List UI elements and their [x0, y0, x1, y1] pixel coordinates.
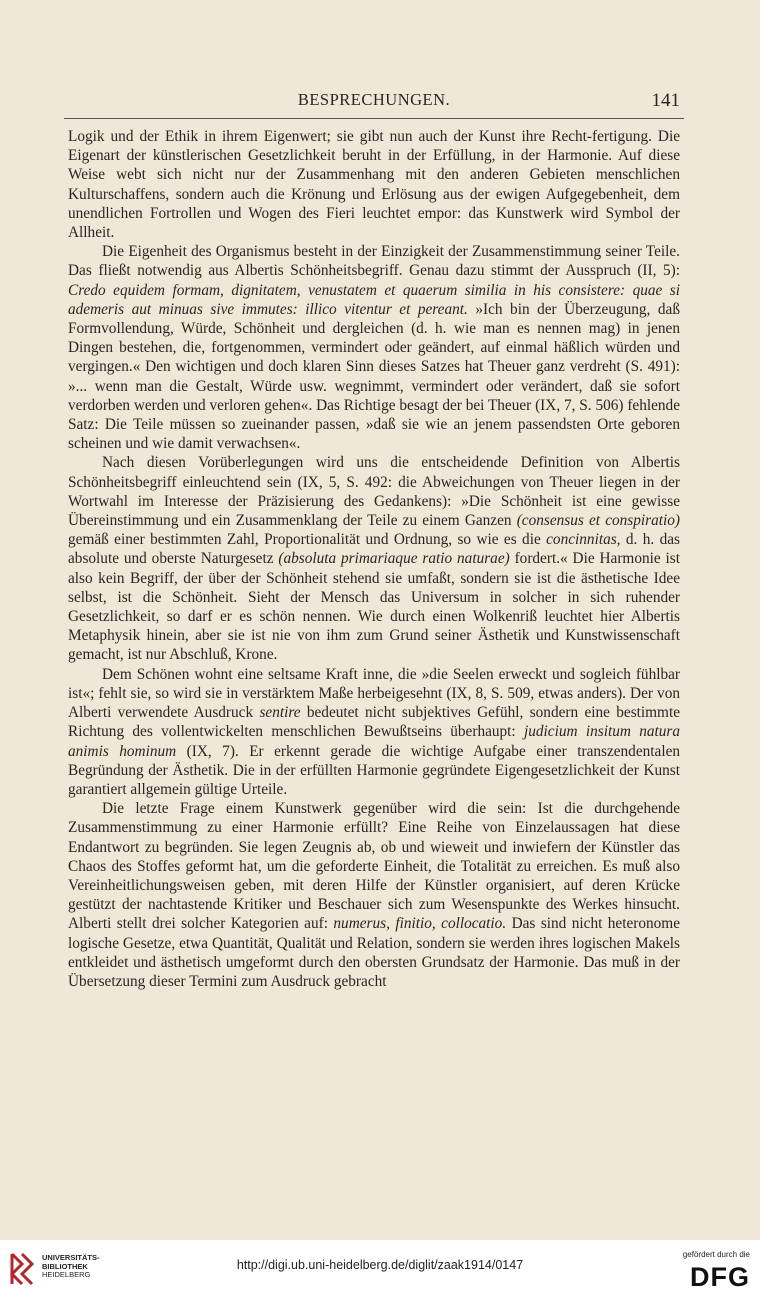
- running-title: BESPRECHUNGEN.: [297, 90, 451, 109]
- paragraph-4: [68, 665, 680, 799]
- text-run: Nach diesen Vorüberlegungen wird uns die entscheidende Definition von Albertis Schönheitsbegriff einleuchtend sein (IX, 5, S. 492: die Abweichungen von Theuer liegen in der Wortwahl im Interesse der Präzisierung des Gedankens): »Die Schönheit ist eine gewisse Übereinstimmung und ein Zusammenklang der Teile zu einem Ganzen: [68, 454, 680, 530]
- permalink-url[interactable]: http://digi.ub.uni-heidelberg.de/diglit/zaak1914/0147: [236, 1258, 524, 1272]
- paragraph-1: [68, 127, 680, 242]
- text-run: (IX, 7). Er erkennt gerade die wichtige Aufgabe einer transzendentalen Begründung der Ästhetik. Die in der erfüllten Harmonie gegründete Eigengesetzlichkeit der Kunst garantiert allgemein gültige Urteile.: [68, 742, 681, 798]
- paragraph-5: [68, 799, 680, 991]
- text-run: Dem Schönen wohnt eine seltsame Kraft inne, die »die Seelen erweckt und sogleich fühlbar ist«; fehlt sie, so wird sie in verstärktem Maße herbeigesehnt (IX, 8, S. 509, etwas anders). Der von Alberti verwendete Ausdruck: [68, 665, 680, 722]
- text-run: d. h. das absolute und oberste Naturgesetz: [68, 531, 680, 568]
- latin-term: numerus, finitio, collocatio.: [333, 915, 507, 933]
- latin-term: (consensus et conspiratio): [516, 512, 680, 530]
- latin-quote: Credo equidem formam, dignitatem, venustatem et quaerum similia in his consistere: quae si ademeris aut minuas sive immutes: illico vitentur et pereant.: [68, 281, 680, 318]
- latin-term: sentire: [259, 704, 301, 722]
- library-name-line: HEIDELBERG: [42, 1270, 91, 1279]
- page-number: 141: [651, 90, 680, 111]
- text-run: Die letzte Frage einem Kunstwerk gegenüber wird die sein: Ist die durchgehende Zusammenstimmung zu einer Harmonie erfüllt? Eine Reihe von Einzelaussagen hat diese Endantwort zu begründen. Sie legen Zeugnis ab, ob und wieweit und inwiefern der Künstler das Chaos des Stoffes geformt hat, um die geforderte Einheit, die Totalität zu erreichen. Es muß also Vereinheitlichungsweisen geben, mit deren Hilfe der Künstler organisiert, auf deren Krücke gestützt der nachtastende Kritiker und Beschauer sich zum Wesenspunkte des Werkes hinsucht. Alberti stellt drei solcher Kategorien auf:: [68, 800, 680, 933]
- library-name-line: UNIVERSITÄTS-: [42, 1253, 100, 1262]
- page-header: [64, 90, 684, 119]
- paragraph-2: [68, 242, 680, 453]
- library-name-line: BIBLIOTHEK: [42, 1261, 88, 1271]
- text-run: fordert.« Die Harmonie ist also kein Begriff, der über der Schönheit stehend sie umfaßt, sondern sie ist die ästhetische Idee selbst, ist die Schönheit. Sieht der Mensch das Universum in solcher in sich ruhender Gesetzlichkeit, so darf er es schön nennen. Wie durch einen Wolkenriß leuchtet hier Albertis Metaphysik hinein, aber sie ist nie von ihm zum Grund seiner Ästhetik und Kunstwissenschaft gemacht, ist nur Abschluß, Krone.: [68, 550, 680, 664]
- text-run: bedeutet nicht subjektives Gefühl, sondern eine bestimmte Richtung des vollentwickelten menschlichen Bewußtseins überhaupt:: [68, 704, 680, 741]
- text-run: »Ich bin der Überzeugung, daß Formvollendung, Würde, Schönheit und dergleichen (d. h. wie man es nennen mag) in jenen Dingen bestehen, die, fortgenommen, vermindert oder geändert, auf einmal häßlich würden und vergingen.« Den wichtigen und doch klaren Sinn dieses Satzes hat Theuer ganz verdreht (S. 491): »... wenn man die Gestalt, Würde usw. wegnimmt, vermindert oder verändert, daß sie sofort verdorben werden und verloren gehen«. Das Richtige besagt der bei Theuer (IX, 7, S. 506) fehlende Satz: Die Teile müssen so zueinander passen, »daß sie wie an jenem passendsten Orte geboren scheinen und wie damit verwachsen«.: [68, 300, 680, 453]
- text-run: Logik und der Ethik in ihrem Eigenwert; sie gibt nun auch der Kunst ihre Recht-fertigung. Die Eigenart der künstlerischen Gesetzlichkeit beruht in der Erfüllung, in der Harmonie. Auf diese Weise webt sich nicht nur der Zusammenhang mit den anderen Gebieten menschlichen Kulturschaffens, sondern auch die Krönung und Erlösung aus der ewigen Aufgegebenheit, dem unendlichen Fortrollen und Wogen des Fieri leuchtet empor: das Kunstwerk wird Symbol der Allheit.: [68, 128, 680, 242]
- text-run: Die Eigenheit des Organismus besteht in der Einzigkeit der Zusammenstimmung seiner Teile. Das fließt notwendig aus Albertis Schönheitsbegriff. Genau dazu stimmt der Ausspruch (II, 5):: [68, 243, 680, 280]
- latin-term: (absoluta primariaque ratio naturae): [278, 550, 510, 568]
- dfg-logo[interactable]: DFG: [690, 1262, 750, 1292]
- funding-note: gefördert durch die: [682, 1250, 750, 1259]
- paragraph-3: [68, 453, 680, 664]
- viewer-footer: [0, 1240, 760, 1298]
- text-run: Das sind nicht heteronome logische Gesetze, etwa Quantität, Qualität und Relation, sondern sie werden ihres logischen Makels entkleidet und ästhetisch umgeformt durch den obersten Grundsatz der Harmonie. Das muß in der Übersetzung dieser Termini zum Ausdruck gebracht: [68, 915, 680, 990]
- latin-term: judicium insitum natura animis hominum: [68, 723, 680, 760]
- text-run: gemäß einer bestimmten Zahl, Proportionalität und Ordnung, so wie es die: [68, 531, 547, 549]
- latin-term: concinnitas,: [546, 531, 621, 549]
- body-text: [68, 127, 680, 991]
